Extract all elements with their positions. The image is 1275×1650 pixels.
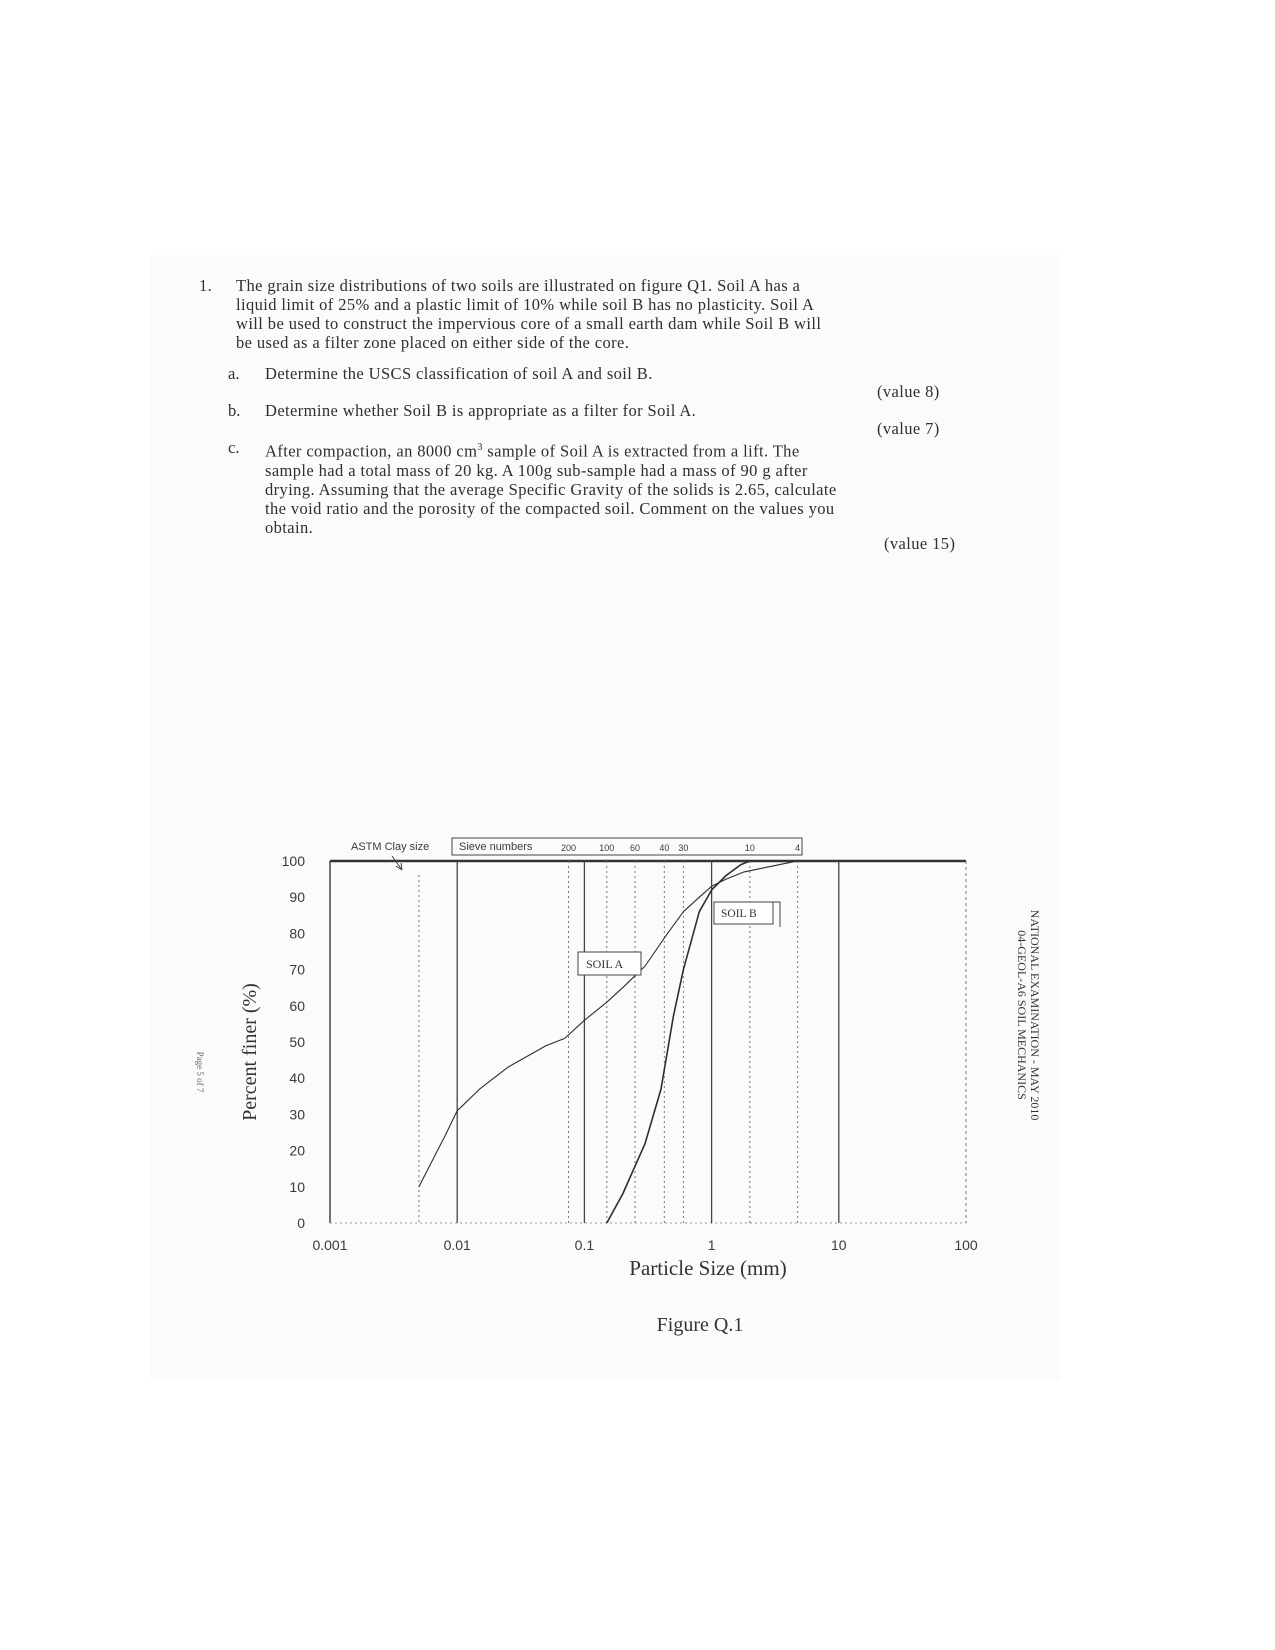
item-a-letter: a. xyxy=(228,364,240,383)
item-line: Determine the USCS classification of soil A and soil B. xyxy=(265,364,653,383)
question-line: be used as a filter zone placed on either side of the core. xyxy=(236,333,630,352)
sieve-label: 10 xyxy=(744,843,755,853)
y-tick-label: 80 xyxy=(289,925,305,942)
x-tick-label: 100 xyxy=(954,1237,978,1253)
y-tick-label: 30 xyxy=(289,1106,305,1123)
y-tick-label: 10 xyxy=(289,1178,305,1195)
y-tick-label: 40 xyxy=(289,1070,305,1087)
x-tick-label: 10 xyxy=(831,1237,847,1253)
sieve-numbers-label: Sieve numbers xyxy=(459,841,533,853)
y-axis-label: Percent finer (%) xyxy=(239,983,261,1121)
sieve-labels xyxy=(561,843,800,853)
question-number: 1. xyxy=(199,276,213,295)
y-tick-label: 90 xyxy=(289,889,305,906)
item-b-value: (value 7) xyxy=(877,419,940,438)
item-c-value: (value 15) xyxy=(884,534,956,553)
clay-size-label: ASTM Clay size xyxy=(351,841,430,853)
sieve-label: 4 xyxy=(795,843,801,853)
question-line: will be used to construct the impervious core of a small earth dam while Soil B will xyxy=(236,314,822,333)
page-number-rotated: Page 5 of 7 xyxy=(195,1051,205,1093)
question-line: liquid limit of 25% and a plastic limit of 10% while soil B has no plasticity. Soil A xyxy=(236,295,815,314)
figure-caption: Figure Q.1 xyxy=(656,1314,744,1336)
soil-b-label: SOIL B xyxy=(721,908,757,920)
chart-header xyxy=(351,838,802,870)
item-line-post: sample of Soil A is extracted from a lift. The xyxy=(482,441,800,461)
sieve-label: 40 xyxy=(659,843,670,853)
item-a-value: (value 8) xyxy=(877,382,940,401)
y-tick-label: 0 xyxy=(297,1215,305,1231)
item-c-letter: c. xyxy=(228,438,240,457)
sieve-label: 100 xyxy=(599,843,615,853)
x-tick-label: 0.1 xyxy=(574,1237,595,1253)
item-b-letter: b. xyxy=(228,401,241,420)
soil-a-label: SOIL A xyxy=(586,957,624,971)
x-axis-label: Particle Size (mm) xyxy=(629,1256,787,1280)
exam-title: NATIONAL EXAMINATION - MAY 2010 xyxy=(1028,909,1042,1121)
item-line: Determine whether Soil B is appropriate as a filter for Soil A. xyxy=(265,401,697,420)
item-line: the void ratio and the porosity of the compacted soil. Comment on the values you xyxy=(265,498,835,518)
y-tick-labels xyxy=(282,853,306,1231)
y-tick-label: 50 xyxy=(289,1034,305,1050)
chart-gridlines xyxy=(457,861,839,1223)
y-tick-label: 100 xyxy=(281,853,305,869)
clay-arrow-icon xyxy=(392,856,402,870)
sieve-label: 200 xyxy=(560,843,577,853)
sieve-label: 60 xyxy=(630,843,641,853)
exam-header-rotated xyxy=(1015,910,1041,1121)
y-tick-label: 60 xyxy=(289,997,305,1014)
chart-frame xyxy=(330,861,966,1223)
superscript: 3 xyxy=(477,442,483,453)
question-line: The grain size distributions of two soils are illustrated on figure Q1. Soil A has a xyxy=(236,276,801,295)
x-tick-label: 0.001 xyxy=(312,1237,348,1253)
exam-subject: 04-GEOL-A6 SOIL MECHANICS xyxy=(1015,930,1029,1100)
item-line: obtain. xyxy=(265,517,314,537)
x-tick-label: 0.01 xyxy=(443,1237,471,1253)
item-line-pre: After compaction, an 8000 cm xyxy=(265,441,478,461)
x-tick-labels xyxy=(312,1237,977,1253)
x-tick-label: 1 xyxy=(707,1237,716,1253)
item-line: drying. Assuming that the average Specific Gravity of the solids is 2.65, calculate xyxy=(265,479,837,499)
y-tick-label: 70 xyxy=(289,961,305,978)
item-line: sample had a total mass of 20 kg. A 100g sub-sample had a mass of 90 g after xyxy=(265,460,808,480)
sieve-label: 30 xyxy=(678,843,689,853)
y-tick-label: 20 xyxy=(289,1142,305,1159)
soil-b-leader-line xyxy=(773,902,780,927)
